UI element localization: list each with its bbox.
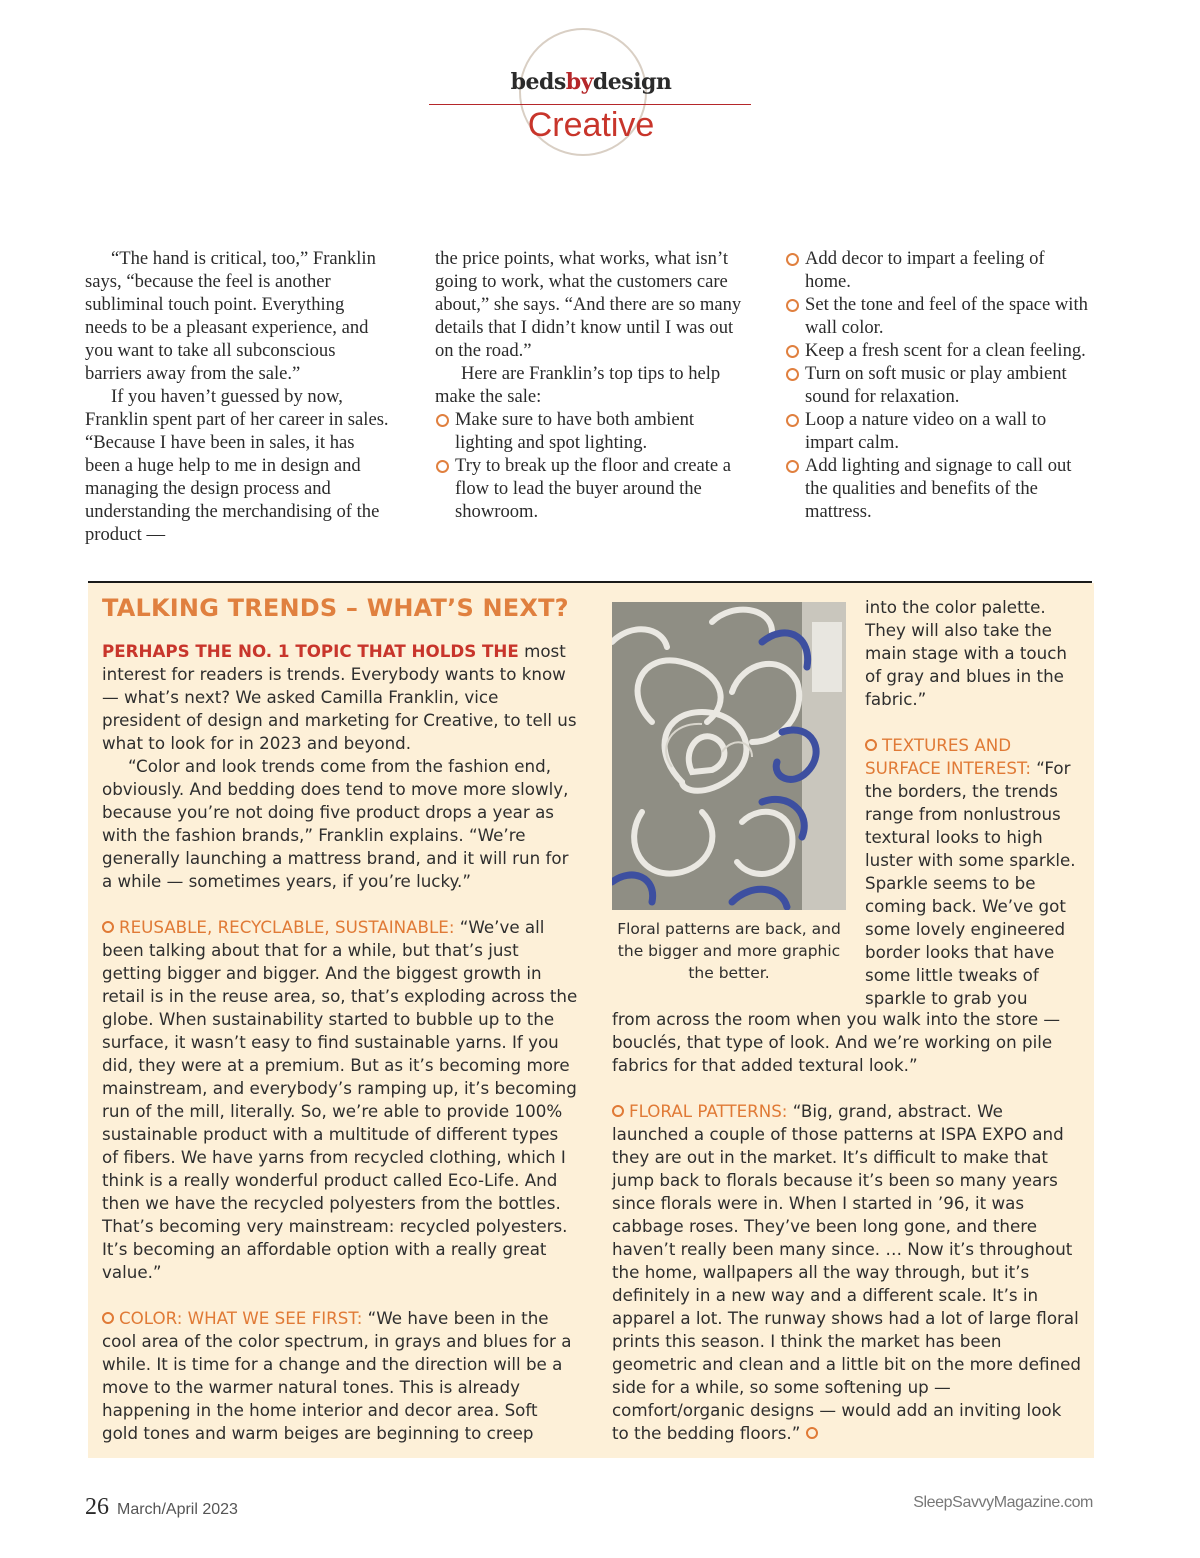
- trend-floral: FLORAL PATTERNS: “Big, grand, abstract. We launched a couple of those patterns at ISPA EXPO and they are out in the market. It’s difficult to make that jump back to florals because it’s been so many years since florals were in. When I started in ’96, it was cabbage roses. They’ve been long gone, and there haven’t really been many since. … Now it’s throughout the home, wallpapers all the way through, but it’s definitely in a new way and a different scale. It’s in apparel a lot. The runway shows had a lot of large floral prints this season. I think the market has been geometric and clean and a little bit on the more defined side for a while, so some softening up — comfort/organic designs — would add an inviting look to the bedding floors.”: [612, 1101, 1081, 1443]
- sidebar-left-column: [102, 640, 578, 1445]
- trend-textures: TEXTURES AND SURFACE INTEREST: “For the borders, the trends range from nonlustrous textural looks to high luster with some sparkle. Sparkle seems to be coming back. We’ve got some lovely engineered border looks that have some little tweaks of sparkle to grab you: [865, 735, 1076, 1008]
- paragraph: “The hand is critical, too,” Franklin says, “because the feel is another subliminal touch point. Everything needs to be a pleasant experience, and you want to take all subconscious barriers away from the sale.”: [85, 248, 376, 384]
- trend-sustainable: REUSABLE, RECYCLABLE, SUSTAINABLE: “We’ve all been talking about that for a while, but that’s just getting bigger and bigger. And the biggest growth in retail is in the reuse area, so, that’s exploding across the globe. When sustainability started to bubble up to the surface, it wasn’t easy to find sustainable yarns. If you did, they were at a premium. But as it’s becoming more mainstream, and everybody’s ramping up, it’s becoming run of the mill, literally. So, we’re able to provide 100% sustainable product with a multitude of different types of fibers. We have yarns from recycled clothing, which I think is a really wonderful product called Eco-Life. And then we have the recycled polyesters from the bottles. That’s becoming very mainstream: recycled polyesters. It’s becoming an affordable option with a really great value.”: [102, 917, 578, 1282]
- paragraph: from across the room when you walk into the store — bouclés, that type of look. And we’re working on pile fabrics for that added textural look.”: [612, 1009, 1061, 1075]
- paragraph: into the color palette. They will also take the main stage with a touch of gray and blues in the fabric.”: [865, 597, 1067, 709]
- circle-bullet-icon: [786, 368, 799, 381]
- tip-item: Keep a fresh scent for a clean feeling.: [785, 339, 1095, 362]
- tips-column-3: [785, 247, 1095, 523]
- circle-bullet-icon: [786, 460, 799, 473]
- paragraph: Here are Franklin’s top tips to help make the sale:: [435, 363, 721, 407]
- paragraph: If you haven’t guessed by now, Franklin spent part of her career in sales. “Because I have been in sales, it has been a huge help to me in design and managing the design process and understanding the merchandising of the product —: [85, 386, 389, 545]
- sidebar-lead: PERHAPS THE NO. 1 TOPIC THAT HOLDS THE most interest for readers is trends. Everybody wants to know — what’s next? We asked Camilla Franklin, vice president of design and marketing for Creative, to tell us what to look for in 2023 and beyond.: [102, 641, 577, 753]
- tip-item: Make sure to have both ambient lighting and spot lighting.: [435, 408, 755, 454]
- circle-bullet-icon: [865, 739, 877, 751]
- tip-item: Add decor to impart a feeling of home.: [785, 247, 1095, 293]
- paragraph: the price points, what works, what isn’t going to work, what the customers care about,” she says. “And there are so many details that I didn’t know until I was out on the road.”: [435, 248, 742, 361]
- site-url: SleepSavvyMagazine.com: [913, 1494, 1093, 1511]
- floral-fabric-photo: [612, 602, 846, 910]
- issue-date: March/April 2023: [117, 1501, 238, 1518]
- circle-bullet-icon: [786, 253, 799, 266]
- article-column-1: [85, 247, 390, 546]
- tip-item: Try to break up the floor and create a flow to lead the buyer around the showroom.: [435, 454, 755, 523]
- circle-bullet-icon: [102, 1312, 114, 1324]
- tip-item: Add lighting and signage to call out the qualities and benefits of the mattress.: [785, 454, 1095, 523]
- section-kicker: bedsbydesign: [510, 69, 672, 95]
- trend-heading: FLORAL PATTERNS:: [629, 1101, 788, 1121]
- sidebar-right-narrow-column: [865, 596, 1080, 1010]
- circle-bullet-icon: [436, 414, 449, 427]
- company-title: Creative: [527, 106, 655, 144]
- header-rule: [429, 104, 751, 105]
- paragraph: “Color and look trends come from the fashion end, obviously. And bedding does tend to move more slowly, because you’re not doing five product drops a year as with the fashion brands,” Franklin explains. “We’re generally launching a mattress brand, and it will run for a while — sometimes years, if you’re lucky.”: [102, 756, 569, 891]
- circle-bullet-icon: [786, 299, 799, 312]
- trend-color: COLOR: WHAT WE SEE FIRST: “We have been in the cool area of the color spectrum, in grays and blues for a while. It is time for a change and the direction will be a move to the warmer natural tones. This is already happening in the home interior and decor area. Soft gold tones and warm beiges are beginning to creep: [102, 1308, 572, 1443]
- circle-bullet-icon: [786, 345, 799, 358]
- sidebar-title: TALKING TRENDS – WHAT’S NEXT?: [102, 594, 569, 622]
- trend-heading: COLOR: WHAT WE SEE FIRST:: [119, 1308, 363, 1328]
- trend-heading: REUSABLE, RECYCLABLE, SUSTAINABLE:: [119, 917, 455, 937]
- tip-item: Turn on soft music or play ambient sound for relaxation.: [785, 362, 1095, 408]
- circle-bullet-icon: [102, 921, 114, 933]
- trend-heading: TEXTURES AND SURFACE INTEREST:: [865, 735, 1031, 778]
- floral-pattern-image: [612, 602, 846, 910]
- sidebar-right-wide-column: [612, 1008, 1082, 1445]
- page-number: 26: [85, 1494, 109, 1520]
- tip-item: Set the tone and feel of the space with wall color.: [785, 293, 1095, 339]
- circle-bullet-icon: [436, 460, 449, 473]
- lead-caps: PERHAPS THE NO. 1 TOPIC THAT HOLDS THE: [102, 641, 519, 661]
- photo-caption: Floral patterns are back, and the bigger and more graphic the better.: [617, 920, 841, 982]
- end-mark-icon: [806, 1427, 818, 1439]
- circle-bullet-icon: [786, 414, 799, 427]
- tip-item: Loop a nature video on a wall to impart calm.: [785, 408, 1095, 454]
- article-column-2: [435, 247, 755, 523]
- circle-bullet-icon: [612, 1105, 624, 1117]
- sidebar-top-rule: [88, 581, 1092, 583]
